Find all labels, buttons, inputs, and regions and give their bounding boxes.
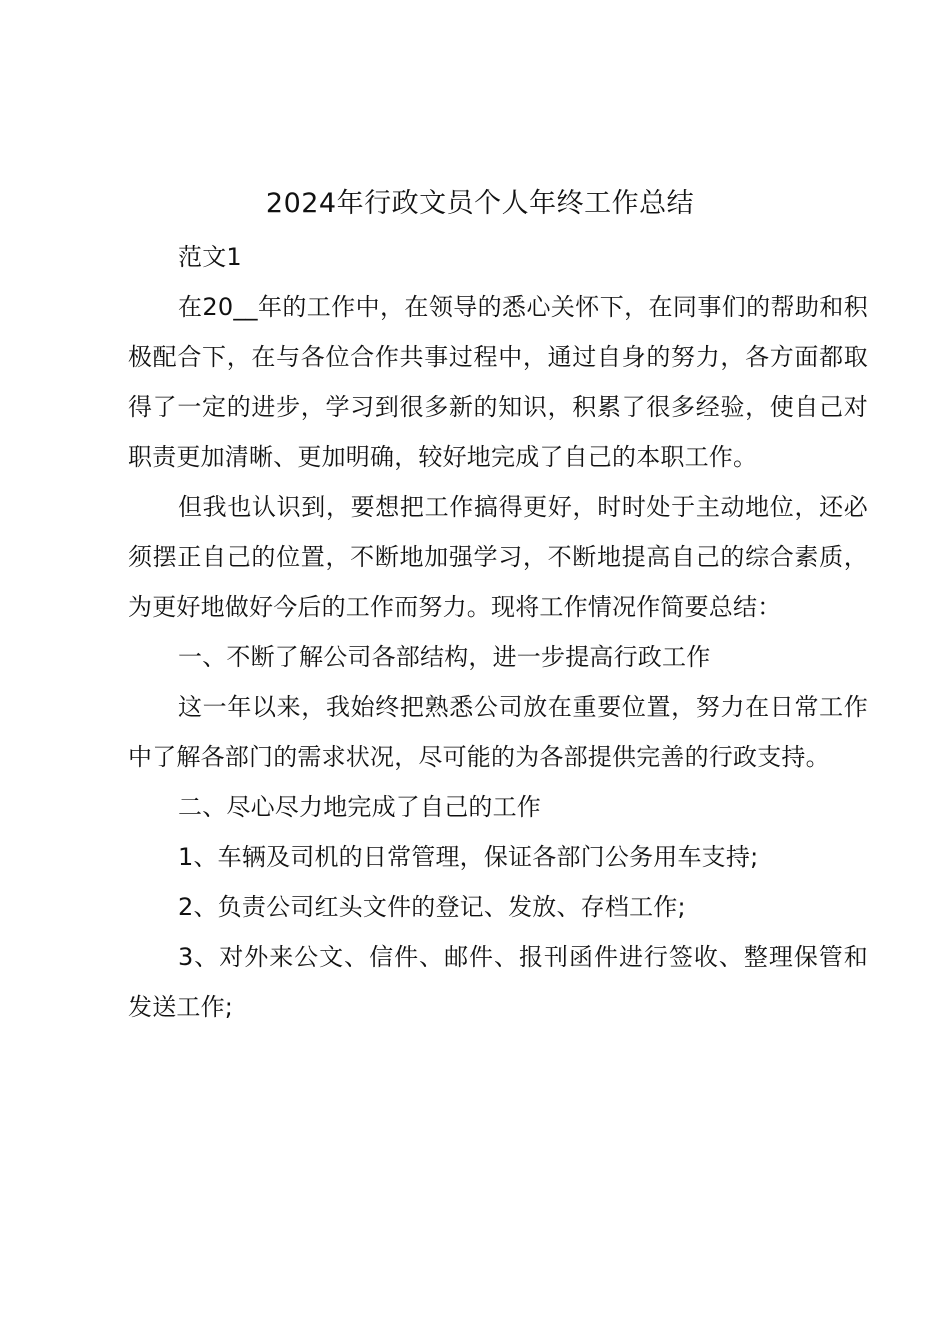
list-item-2: 2、负责公司红头文件的登记、发放、存档工作; [178,893,686,921]
paragraph-section-1: 这一年以来，我始终把熟悉公司放在重要位置，努力在日常工作中了解各部门的需求状况，尽可能的为各部提供完善的行政支持。 [128,693,868,771]
list-item-3: 3、对外来公文、信件、邮件、报刊函件进行签收、整理保管和发送工作; [128,943,868,1021]
document-body [128,232,868,1032]
paragraph-reflection: 但我也认识到，要想把工作搞得更好，时时处于主动地位，还必须摆正自己的位置，不断地加强学习，不断地提高自己的综合素质，为更好地做好今后的工作而努力。现将工作情况作简要总结： [128,493,868,621]
list-item-1: 1、车辆及司机的日常管理，保证各部门公务用车支持; [178,843,759,871]
document-title: 2024年行政文员个人年终工作总结 [265,188,695,219]
paragraph-intro: 在20__年的工作中，在领导的悉心关怀下，在同事们的帮助和积极配合下，在与各位合作共事过程中，通过自身的努力，各方面都取得了一定的进步，学习到很多新的知识，积累了很多经验，使自己对职责更加清晰、更加明确，较好地完成了自己的本职工作。 [128,293,868,471]
paragraph-sample-label: 范文1 [178,243,242,271]
section-heading-1: 一、不断了解公司各部结构，进一步提高行政工作 [178,643,711,671]
section-heading-2: 二、尽心尽力地完成了自己的工作 [178,793,541,821]
